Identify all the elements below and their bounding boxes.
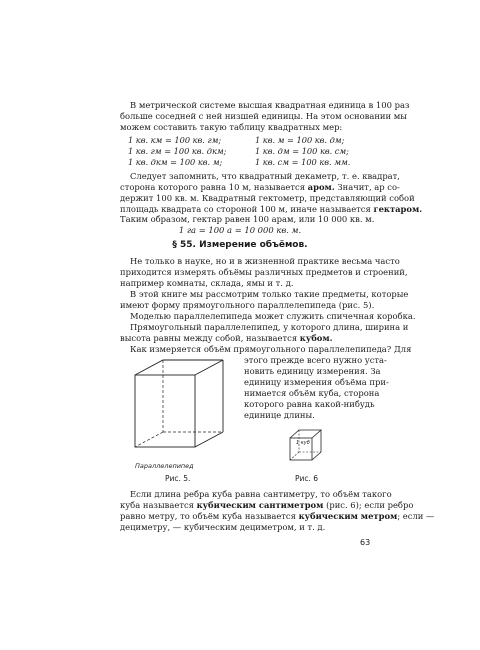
para7-line1: Как измеряется объём прямоугольного параллелепипеда? Для (130, 344, 412, 354)
figure-cube (286, 426, 326, 466)
para7-wrap-line4: нимается объём куба, сторона (244, 388, 380, 398)
para7-wrap-line1: этого прежде всего нужно уста- (244, 355, 387, 365)
para1-line3: можем составить такую таблицу квадратных мер: (120, 122, 343, 132)
para8-line1: Если длина ребра куба равна сантиметру, то объём такого (130, 489, 392, 499)
para2-line4: площадь квадрата со стороной 100 м, иначе называется гектаром. (120, 204, 423, 214)
para1-line1: В метрической системе высшая квадратная единица в 100 раз (130, 100, 410, 110)
para7-wrap-line5: которого равна какой-нибудь (244, 399, 375, 409)
table-right-row1: 1 кв. м = 100 кв. дм; (255, 135, 345, 145)
table-right-row3: 1 кв. см = 100 кв. мм. (255, 157, 351, 167)
table-left-row2: 1 кв. гм = 100 кв. дкм; (128, 146, 227, 156)
section-heading: § 55. Измерение объёмов. (172, 240, 308, 250)
hectare-formula: 1 га = 100 а = 10 000 кв. м. (178, 225, 302, 235)
fig5-label: Параллелепипед (135, 462, 194, 470)
table-left-row3: 1 кв. дкм = 100 кв. м; (128, 157, 223, 167)
figure-parallelepiped (125, 355, 235, 465)
para6-line1: Прямоугольный параллелепипед, у которого длина, ширина и (130, 322, 409, 332)
para6-line2: высота равны между собой, называется кубом. (120, 333, 333, 343)
para8-line3: равно метру, то объём куба называется кубическим метром; если — (120, 511, 435, 521)
fig6-caption: Рис. 6 (295, 474, 319, 483)
para5-line1: Моделью параллелепипеда может служить спичечная коробка. (130, 311, 416, 321)
para8-line2: куба называется кубическим сантиметром (рис. 6); если ребро (120, 500, 414, 510)
para2-line3: держит 100 кв. м. Квадратный гектометр, представляющий собой (120, 193, 415, 203)
para1-line2: больше соседней с ней низшей единицы. На этом основании мы (120, 111, 407, 121)
para3-line3: например комнаты, склада, ямы и т. д. (120, 278, 294, 288)
table-left-row1: 1 кв. км = 100 кв. гм; (128, 135, 222, 145)
para4-line2: имеют форму прямоугольного параллелепипеда (рис. 5). (120, 300, 375, 310)
para7-wrap-line2: новить единицу измерения. За (244, 366, 381, 376)
para3-line1: Не только в науке, но и в жизненной практике весьма часто (130, 256, 400, 266)
para3-line2: приходится измерять объёмы различных предметов и строений, (120, 267, 408, 277)
fig6-label: 1 куб (296, 440, 310, 446)
para2-line5: Таким образом, гектар равен 100 арам, или 10 000 кв. м. (120, 214, 375, 224)
para4-line1: В этой книге мы рассмотрим только такие предметы, которые (130, 289, 409, 299)
table-right-row2: 1 кв. дм = 100 кв. см; (255, 146, 349, 156)
fig5-caption: Рис. 5. (165, 474, 191, 483)
para7-wrap-line3: единицу измерения объёма при- (244, 377, 389, 387)
para8-line4: дециметру, — кубическим дециметром, и т. д. (120, 522, 326, 532)
para2-line2: сторона которого равна 10 м, называется аром. Значит, ар со- (120, 182, 400, 192)
page-number: 63 (360, 538, 371, 547)
para7-wrap-line6: единице длины. (244, 410, 315, 420)
para2-line1: Следует запомнить, что квадратный декаметр, т. е. квадрат, (130, 171, 400, 181)
